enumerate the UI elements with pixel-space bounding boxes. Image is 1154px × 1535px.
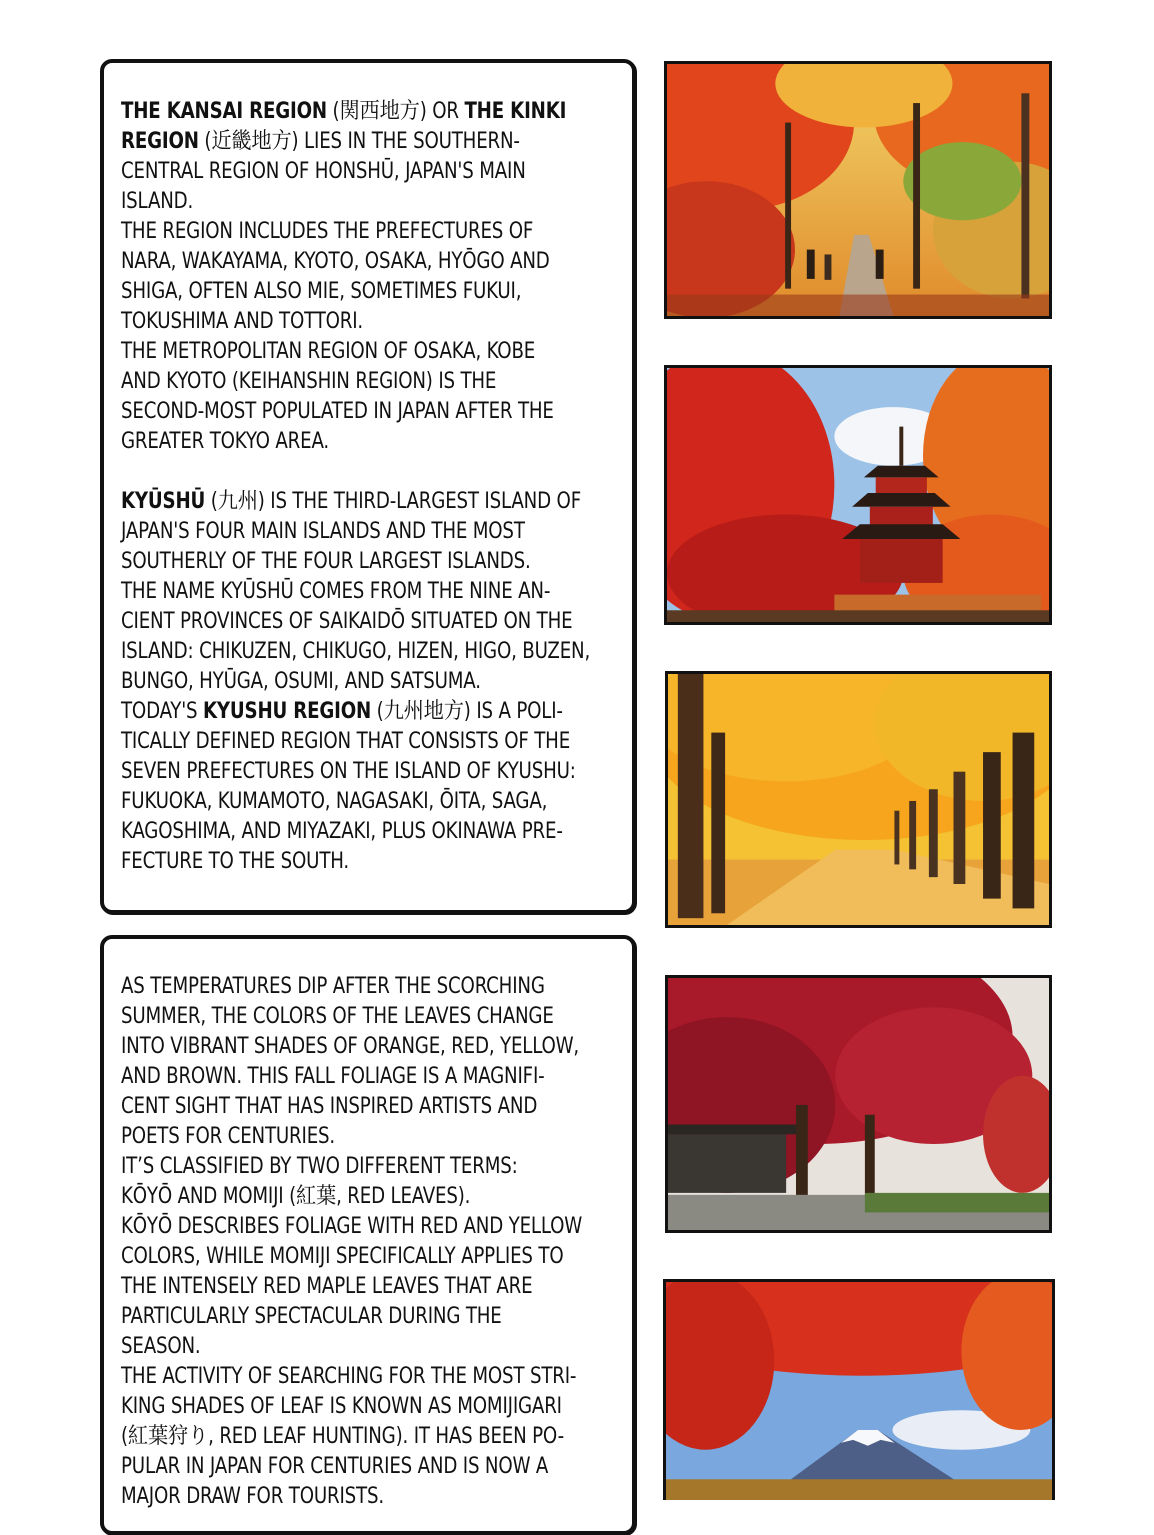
text-run: THE INTENSELY RED MAPLE LEAVES THAT ARE	[121, 1274, 533, 1299]
text-line	[121, 547, 581, 577]
text-run: BUNGO, HYŪGA, OSUMI, AND SATSUMA.	[121, 669, 481, 694]
text-line	[121, 487, 581, 517]
red-maple-temple-photo	[665, 975, 1052, 1233]
text-run: PARTICULARLY SPECTACULAR DURING THE	[121, 1304, 502, 1329]
text-line	[121, 277, 581, 307]
text-run: (紅葉狩り, RED LEAF HUNTING). IT HAS BEEN PO-	[121, 1424, 565, 1449]
text-run: JAPAN'S FOUR MAIN ISLANDS AND THE MOST	[121, 519, 525, 544]
text-run: AS TEMPERATURES DIP AFTER THE SCORCHING	[121, 974, 545, 999]
text-line	[121, 427, 581, 457]
text-run: TICALLY DEFINED REGION THAT CONSISTS OF THE	[121, 729, 571, 754]
text-run: NARA, WAKAYAMA, KYOTO, OSAKA, HYŌGO AND	[121, 249, 550, 274]
text-run: TOKUSHIMA AND TOTTORI.	[121, 309, 364, 334]
mount-fuji-maple-photo	[663, 1279, 1055, 1500]
text-line	[121, 817, 581, 847]
text-line	[121, 697, 581, 727]
text-line	[121, 1212, 581, 1242]
text-line	[121, 637, 591, 667]
text-run: SEVEN PREFECTURES ON THE ISLAND OF KYUSHU:	[121, 759, 576, 784]
text-line	[121, 1332, 581, 1362]
panel-1-text	[121, 97, 591, 877]
text-run: THE METROPOLITAN REGION OF OSAKA, KOBE	[121, 339, 536, 364]
bold-term: THE KINKI	[464, 99, 567, 124]
text-line	[121, 667, 581, 697]
text-line	[121, 1422, 581, 1452]
text-line	[121, 1062, 581, 1092]
text-run: KAGOSHIMA, AND MIYAZAKI, PLUS OKINAWA PRE-	[121, 819, 563, 844]
text-run: CENTRAL REGION OF HONSHŪ, JAPAN'S MAIN	[121, 159, 526, 184]
text-run: PULAR IN JAPAN FOR CENTURIES AND IS NOW A	[121, 1454, 549, 1479]
pagoda-autumn-photo	[664, 365, 1052, 625]
text-line	[121, 1362, 581, 1392]
text-run: SEASON.	[121, 1334, 201, 1359]
text-run: AND BROWN. THIS FALL FOLIAGE IS A MAGNIFI-	[121, 1064, 545, 1089]
text-run: SUMMER, THE COLORS OF THE LEAVES CHANGE	[121, 1004, 554, 1029]
text-line	[121, 307, 581, 337]
text-line	[121, 787, 581, 817]
text-line	[121, 1482, 581, 1512]
text-line	[121, 1152, 581, 1182]
panel-2-text	[121, 972, 581, 1512]
text-line	[121, 1452, 581, 1482]
text-line	[121, 1092, 581, 1122]
text-run: THE ACTIVITY OF SEARCHING FOR THE MOST STRI-	[121, 1364, 577, 1389]
text-run: (関西地方) OR	[326, 99, 465, 124]
text-run: GREATER TOKYO AREA.	[121, 429, 329, 454]
text-line	[121, 217, 581, 247]
text-run: (九州) IS THE THIRD-LARGEST ISLAND OF	[205, 489, 581, 514]
bold-term: KYUSHU REGION	[202, 699, 372, 724]
text-line	[121, 607, 581, 637]
text-line	[121, 127, 581, 157]
text-run: KŌYŌ AND MOMIJI (紅葉, RED LEAVES).	[121, 1184, 471, 1209]
text-run: INTO VIBRANT SHADES OF ORANGE, RED, YELLOW,	[121, 1034, 580, 1059]
text-run: (九州地方) IS A POLI-	[371, 699, 563, 724]
text-line	[121, 577, 581, 607]
ginkgo-avenue-photo	[665, 671, 1052, 928]
text-line	[121, 1032, 581, 1062]
text-run: IT’S CLASSIFIED BY TWO DIFFERENT TERMS:	[121, 1154, 518, 1179]
text-line	[121, 972, 581, 1002]
text-line	[121, 367, 581, 397]
bold-term: KYŪSHŪ	[121, 489, 206, 514]
text-line	[121, 337, 581, 367]
bold-term: REGION	[121, 129, 199, 154]
text-line	[121, 157, 581, 187]
text-line	[121, 97, 581, 127]
text-run: COLORS, WHILE MOMIJI SPECIFICALLY APPLIES TO	[121, 1244, 564, 1269]
text-line	[121, 1392, 581, 1422]
text-line	[121, 247, 581, 277]
text-run: KŌYŌ DESCRIBES FOLIAGE WITH RED AND YELLOW	[121, 1214, 583, 1239]
bold-term: THE KANSAI REGION	[121, 99, 327, 124]
text-line	[121, 1002, 581, 1032]
text-run: ISLAND.	[121, 189, 194, 214]
text-run: SOUTHERLY OF THE FOUR LARGEST ISLANDS.	[121, 549, 531, 574]
text-line	[121, 847, 581, 877]
text-line	[121, 727, 581, 757]
text-run: POETS FOR CENTURIES.	[121, 1124, 336, 1149]
text-run: ISLAND: CHIKUZEN, CHIKUGO, HIZEN, HIGO, BUZEN,	[121, 639, 591, 664]
text-run: THE REGION INCLUDES THE PREFECTURES OF	[121, 219, 534, 244]
text-line	[121, 1182, 581, 1212]
text-line	[121, 1122, 581, 1152]
text-line	[121, 517, 581, 547]
text-run: FUKUOKA, KUMAMOTO, NAGASAKI, ŌITA, SAGA,	[121, 789, 548, 814]
text-run: AND KYOTO (KEIHANSHIN REGION) IS THE	[121, 369, 497, 394]
text-run: MAJOR DRAW FOR TOURISTS.	[121, 1484, 384, 1509]
text-run: CENT SIGHT THAT HAS INSPIRED ARTISTS AND	[121, 1094, 538, 1119]
text-run: (近畿地方) LIES IN THE SOUTHERN-	[198, 129, 520, 154]
text-line	[121, 187, 581, 217]
text-run: SECOND-MOST POPULATED IN JAPAN AFTER THE	[121, 399, 554, 424]
text-run: CIENT PROVINCES OF SAIKAIDŌ SITUATED ON THE	[121, 609, 573, 634]
text-line	[121, 1242, 581, 1272]
text-run: TODAY'S	[121, 699, 203, 724]
text-run: SHIGA, OFTEN ALSO MIE, SOMETIMES FUKUI,	[121, 279, 522, 304]
text-line	[121, 397, 581, 427]
text-line	[121, 1302, 581, 1332]
text-run: KING SHADES OF LEAF IS KNOWN AS MOMIJIGARI	[121, 1394, 562, 1419]
paragraph-gap	[121, 457, 581, 487]
text-line	[121, 757, 581, 787]
text-run: FECTURE TO THE SOUTH.	[121, 849, 350, 874]
autumn-maple-path-photo	[664, 61, 1052, 319]
text-line	[121, 1272, 581, 1302]
text-run: THE NAME KYŪSHŪ COMES FROM THE NINE AN-	[121, 579, 551, 604]
